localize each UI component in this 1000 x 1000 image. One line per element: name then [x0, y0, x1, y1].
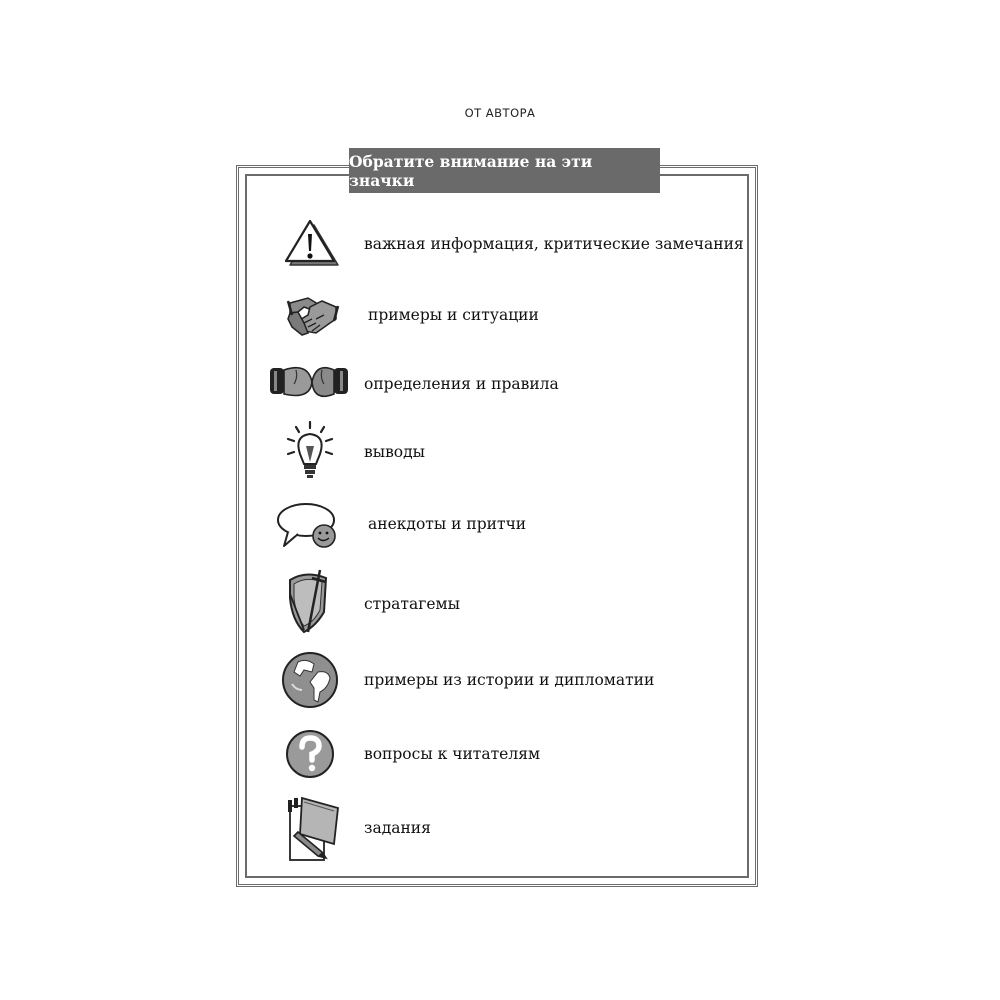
lightbulb-icon: [268, 416, 348, 488]
legend-label: определения и правила: [364, 375, 559, 393]
question-circle-icon: [268, 718, 348, 790]
book-pencil-icon: [268, 792, 348, 864]
boxing-gloves-icon: [268, 348, 348, 420]
legend-item-lightbulb: [268, 416, 738, 488]
handshake-icon: [268, 279, 348, 351]
legend-item-shield: [268, 568, 738, 640]
legend-label: важная информация, критические замечания: [364, 235, 744, 253]
shield-sword-icon: [268, 568, 348, 640]
panel-title: Обратите внимание на эти значки: [349, 148, 660, 193]
legend-item-tasks: [268, 792, 738, 864]
legend-item-question: [268, 718, 738, 790]
legend-item-globe: [268, 644, 738, 716]
legend-label: задания: [364, 819, 431, 837]
warning-triangle-icon: [268, 208, 348, 280]
legend-label: примеры и ситуации: [368, 306, 539, 324]
legend-label: выводы: [364, 443, 426, 461]
legend-label: стратагемы: [364, 595, 460, 613]
speech-bubble-smiley-icon: [268, 488, 348, 560]
legend-label: вопросы к читателям: [364, 745, 541, 763]
legend-item-warning: [268, 208, 744, 280]
legend-item-boxing-gloves: [268, 348, 738, 420]
globe-icon: [268, 644, 348, 716]
legend-label: примеры из истории и дипломатии: [364, 671, 655, 689]
legend-item-handshake: [268, 279, 738, 351]
running-head: ОТ АВТОРА: [464, 106, 536, 120]
legend-label: анекдоты и притчи: [368, 515, 527, 533]
legend-item-speech-bubble: [268, 488, 738, 560]
